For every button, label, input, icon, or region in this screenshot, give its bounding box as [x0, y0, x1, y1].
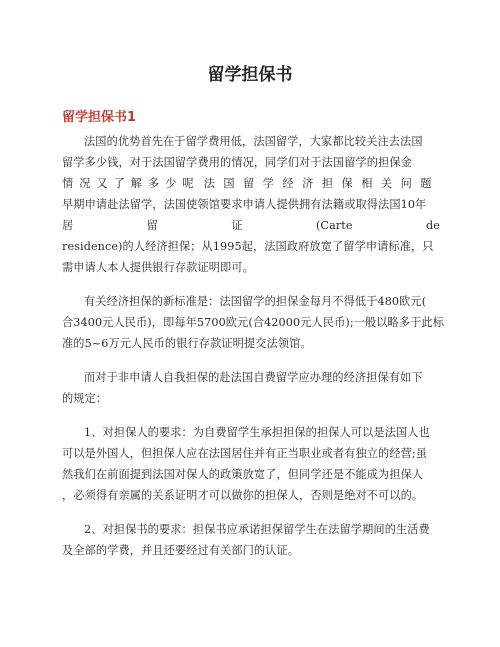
- section-heading: 留学担保书1: [62, 110, 137, 125]
- paragraph-line: 留学多少钱，对于法国留学费用的情况，同学们对于法国留学的担保金: [62, 156, 412, 169]
- paragraph-line: 的规定：: [62, 392, 108, 405]
- text-fragment: 居: [62, 219, 74, 232]
- paragraph-line: 可以是外国人，但担保人应在法国居住并有正当职业或者有独立的经营;虽: [62, 447, 428, 460]
- text-fragment: de: [426, 219, 440, 232]
- paragraph-line: 准的5~6万元人民币的银行存款证明提交法领馆。: [62, 337, 312, 350]
- document-title: 留学担保书: [207, 65, 293, 85]
- paragraph-line: 合3400元人民币)，即每年5700欧元(合42000元人民币);一般以略多于此标: [62, 316, 444, 329]
- paragraph-line: ，必须得有亲属的关系证明才可以做你的担保人，否则是绝对不可以的。: [62, 489, 424, 502]
- paragraph-line: 法国的优势首先在于留学费用低，法国留学，大家都比较关注去法国: [84, 135, 423, 148]
- paragraph-line: 需申请人本人提供银行存款证明即可。: [62, 261, 254, 274]
- paragraph-line-spaced: [62, 173, 440, 194]
- paragraph-line: 有关经济担保的新标准是：法国留学的担保金每月不得低于480欧元(: [84, 295, 427, 308]
- paragraph-line: 早期申请赴法留学，法国使领馆要求申请人提供拥有法籍或取得法国10年: [62, 198, 427, 211]
- text-fragment: 证: [231, 219, 243, 232]
- text-fragment: 留: [146, 219, 158, 232]
- text-fragment: 情况又了解多少呢: [62, 177, 200, 190]
- paragraph-line-justified: [62, 215, 440, 236]
- paragraph-line: 1、对担保人的要求：为自费留学生承担担保的担保人可以是法国人也: [84, 426, 430, 439]
- paragraph-line: 2、对担保书的要求：担保书应承诺担保留学生在法留学期间的生活费: [84, 523, 430, 536]
- paragraph-line: 然我们在前面提到法国对保人的政策放宽了，但同学还是不能成为担保人: [62, 468, 424, 481]
- text-fragment: (Carte: [315, 219, 353, 232]
- paragraph-line: 而对于非申请人自我担保的赴法国自费留学应办理的经济担保有如下: [84, 371, 423, 384]
- text-fragment: 法国留学经济担保相关问题: [203, 177, 440, 190]
- paragraph-line: residence)的人经济担保；从1995起，法国政府放宽了留学申请标准，只: [62, 240, 434, 253]
- paragraph-line: 及全部的学费，并且还要经过有关部门的认证。: [62, 544, 300, 557]
